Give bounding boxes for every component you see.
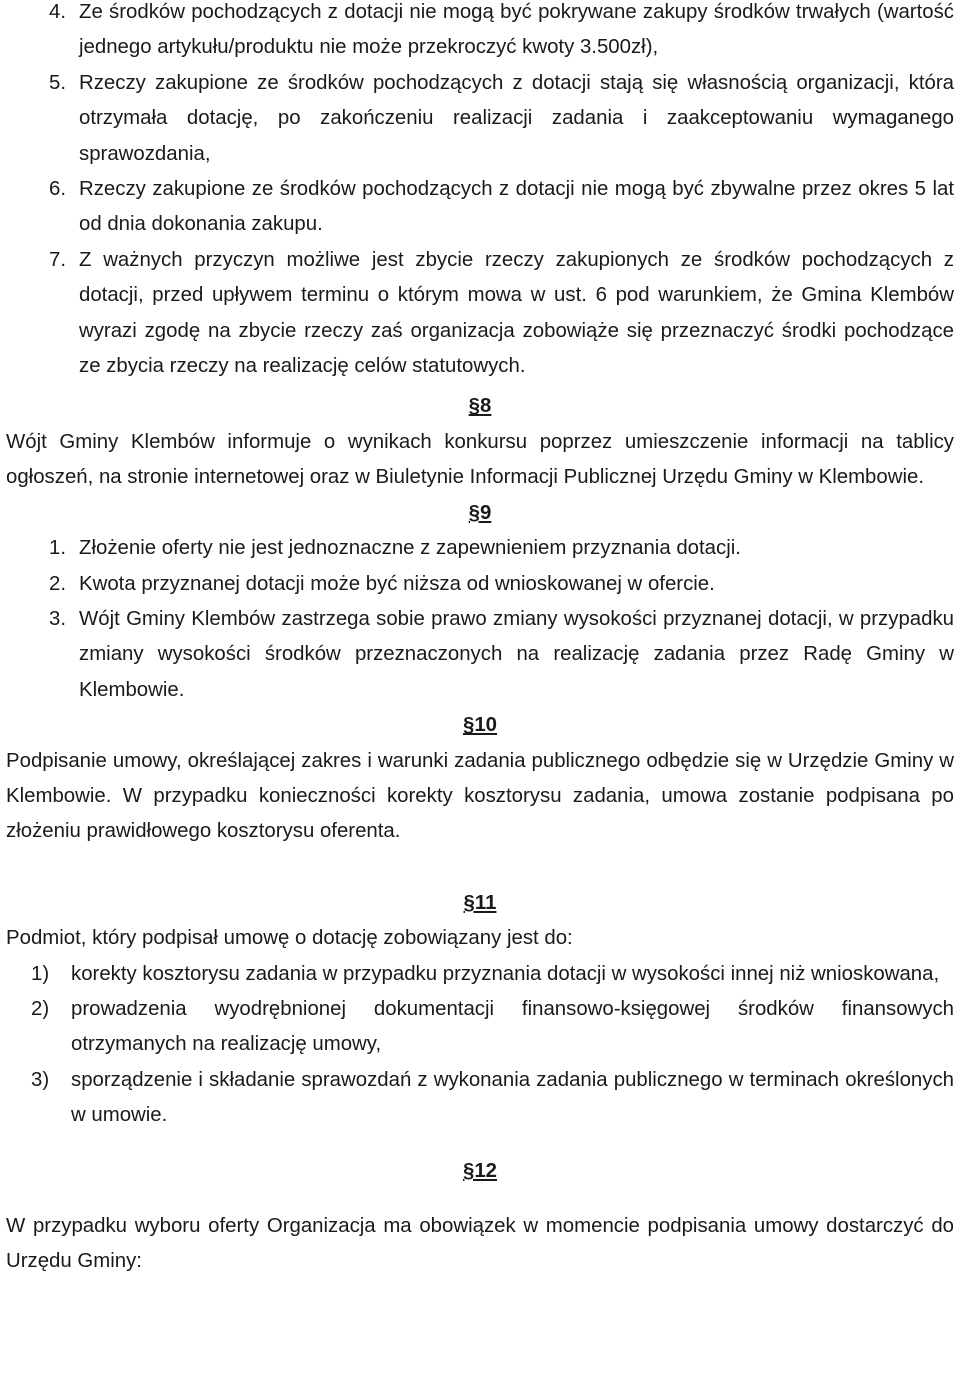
list-item-number: 7. [49,248,67,271]
list-item-text: prowadzenia wyodrębnionej dokumentacji finansowo-księgowej środków finansowych otrzymanych na realizację umowy, [71,997,954,1056]
list-item [6,531,954,566]
list-item [6,992,954,1063]
list-item [6,0,954,66]
section-11-intro: Podmiot, który podpisał umowę o dotację zobowiązany jest do: [6,927,573,950]
list-item-number: 1) [31,962,50,985]
list-item-text: korekty kosztorysu zadania w przypadku przyznania dotacji w wysokości innej niż wnioskowana, [71,962,940,985]
section-heading-12: §12 [462,1159,498,1182]
list-item-text: Rzeczy zakupione ze środków pochodzących z dotacji stają się własnością organizacji, która otrzymała dotację, po zakończeniu realizacji zadania i zaakceptowaniu wymaganego sprawozdania, [79,71,954,165]
list-item-text: Rzeczy zakupione ze środków pochodzących z dotacji nie mogą być zbywalne przez okres 5 lat od dnia dokonania zakupu. [79,178,954,236]
list-item [6,66,954,172]
list-item [6,172,954,243]
list-item-text: Kwota przyznanej dotacji może być niższa od wnioskowanej w ofercie. [79,572,715,595]
section-9-list [6,531,954,708]
list-item [6,957,954,992]
list-item-number: 5. [49,71,67,94]
section-10-text: Podpisanie umowy, określającej zakres i warunki zadania publicznego odbędzie się w Urzędzie Gminy w Klembowie. W przypadku konieczności korekty kosztorysu zadania, umowa zostanie podpisana po złożeniu prawidłowego kosztorysu oferenta. [6,749,954,843]
top-list [6,0,954,384]
list-item-text: Z ważnych przyczyn możliwe jest zbycie rzeczy zakupionych ze środków pochodzących z dotacji, przed upływem terminu o którym mowa w ust. 6 pod warunkiem, że Gmina Klembów wyrazi zgodę na zbycie rzeczy zaś organizacja zobowiąże się przeznaczyć środki pochodzące ze zbycia rzeczy na realizację celów statutowych. [79,248,954,378]
list-item-text: Złożenie oferty nie jest jednoznaczne z zapewnieniem przyznania dotacji. [79,537,741,560]
list-item-number: 4. [49,1,67,23]
section-heading-11: §11 [463,891,497,914]
section-12-text: W przypadku wyboru oferty Organizacja ma obowiązek w momencie podpisania umowy dostarczyć do Urzędu Gminy: [6,1215,954,1273]
list-item [6,243,954,385]
list-item-number: 3. [49,607,67,630]
list-item-text: Ze środków pochodzących z dotacji nie mogą być pokrywane zakupy środków trwałych (wartość jednego artykułu/produktu nie może przekroczyć kwoty 3.500zł), [79,1,954,59]
section-8-text: Wójt Gminy Klembów informuje o wynikach konkursu poprzez umieszczenie informacji na tablicy ogłoszeń, na stronie internetowej oraz w Biuletynie Informacji Publicznej Urzędu Gminy w Klembowie. [6,430,954,489]
section-heading-10: §10 [462,714,498,737]
list-item-text: sporządzenie i składanie sprawozdań z wykonania zadania publicznego w terminach określonych w umowie. [71,1068,954,1127]
section-heading-9: §9 [468,501,492,524]
list-item-number: 2. [49,572,67,595]
list-item-number: 1. [49,537,67,560]
list-item [6,1063,954,1134]
list-item-text: Wójt Gminy Klembów zastrzega sobie prawo zmiany wysokości przyznanej dotacji, w przypadku zmiany wysokości środków przeznaczonych na realizację zadania przez Radę Gminy w Klembowie. [79,607,954,701]
list-item-number: 6. [49,178,67,201]
section-heading-8: §8 [468,395,492,418]
section-11-list [6,957,954,1134]
list-item [6,602,954,708]
list-item-number: 2) [31,997,50,1020]
list-item-number: 3) [31,1068,50,1091]
list-item [6,567,954,602]
